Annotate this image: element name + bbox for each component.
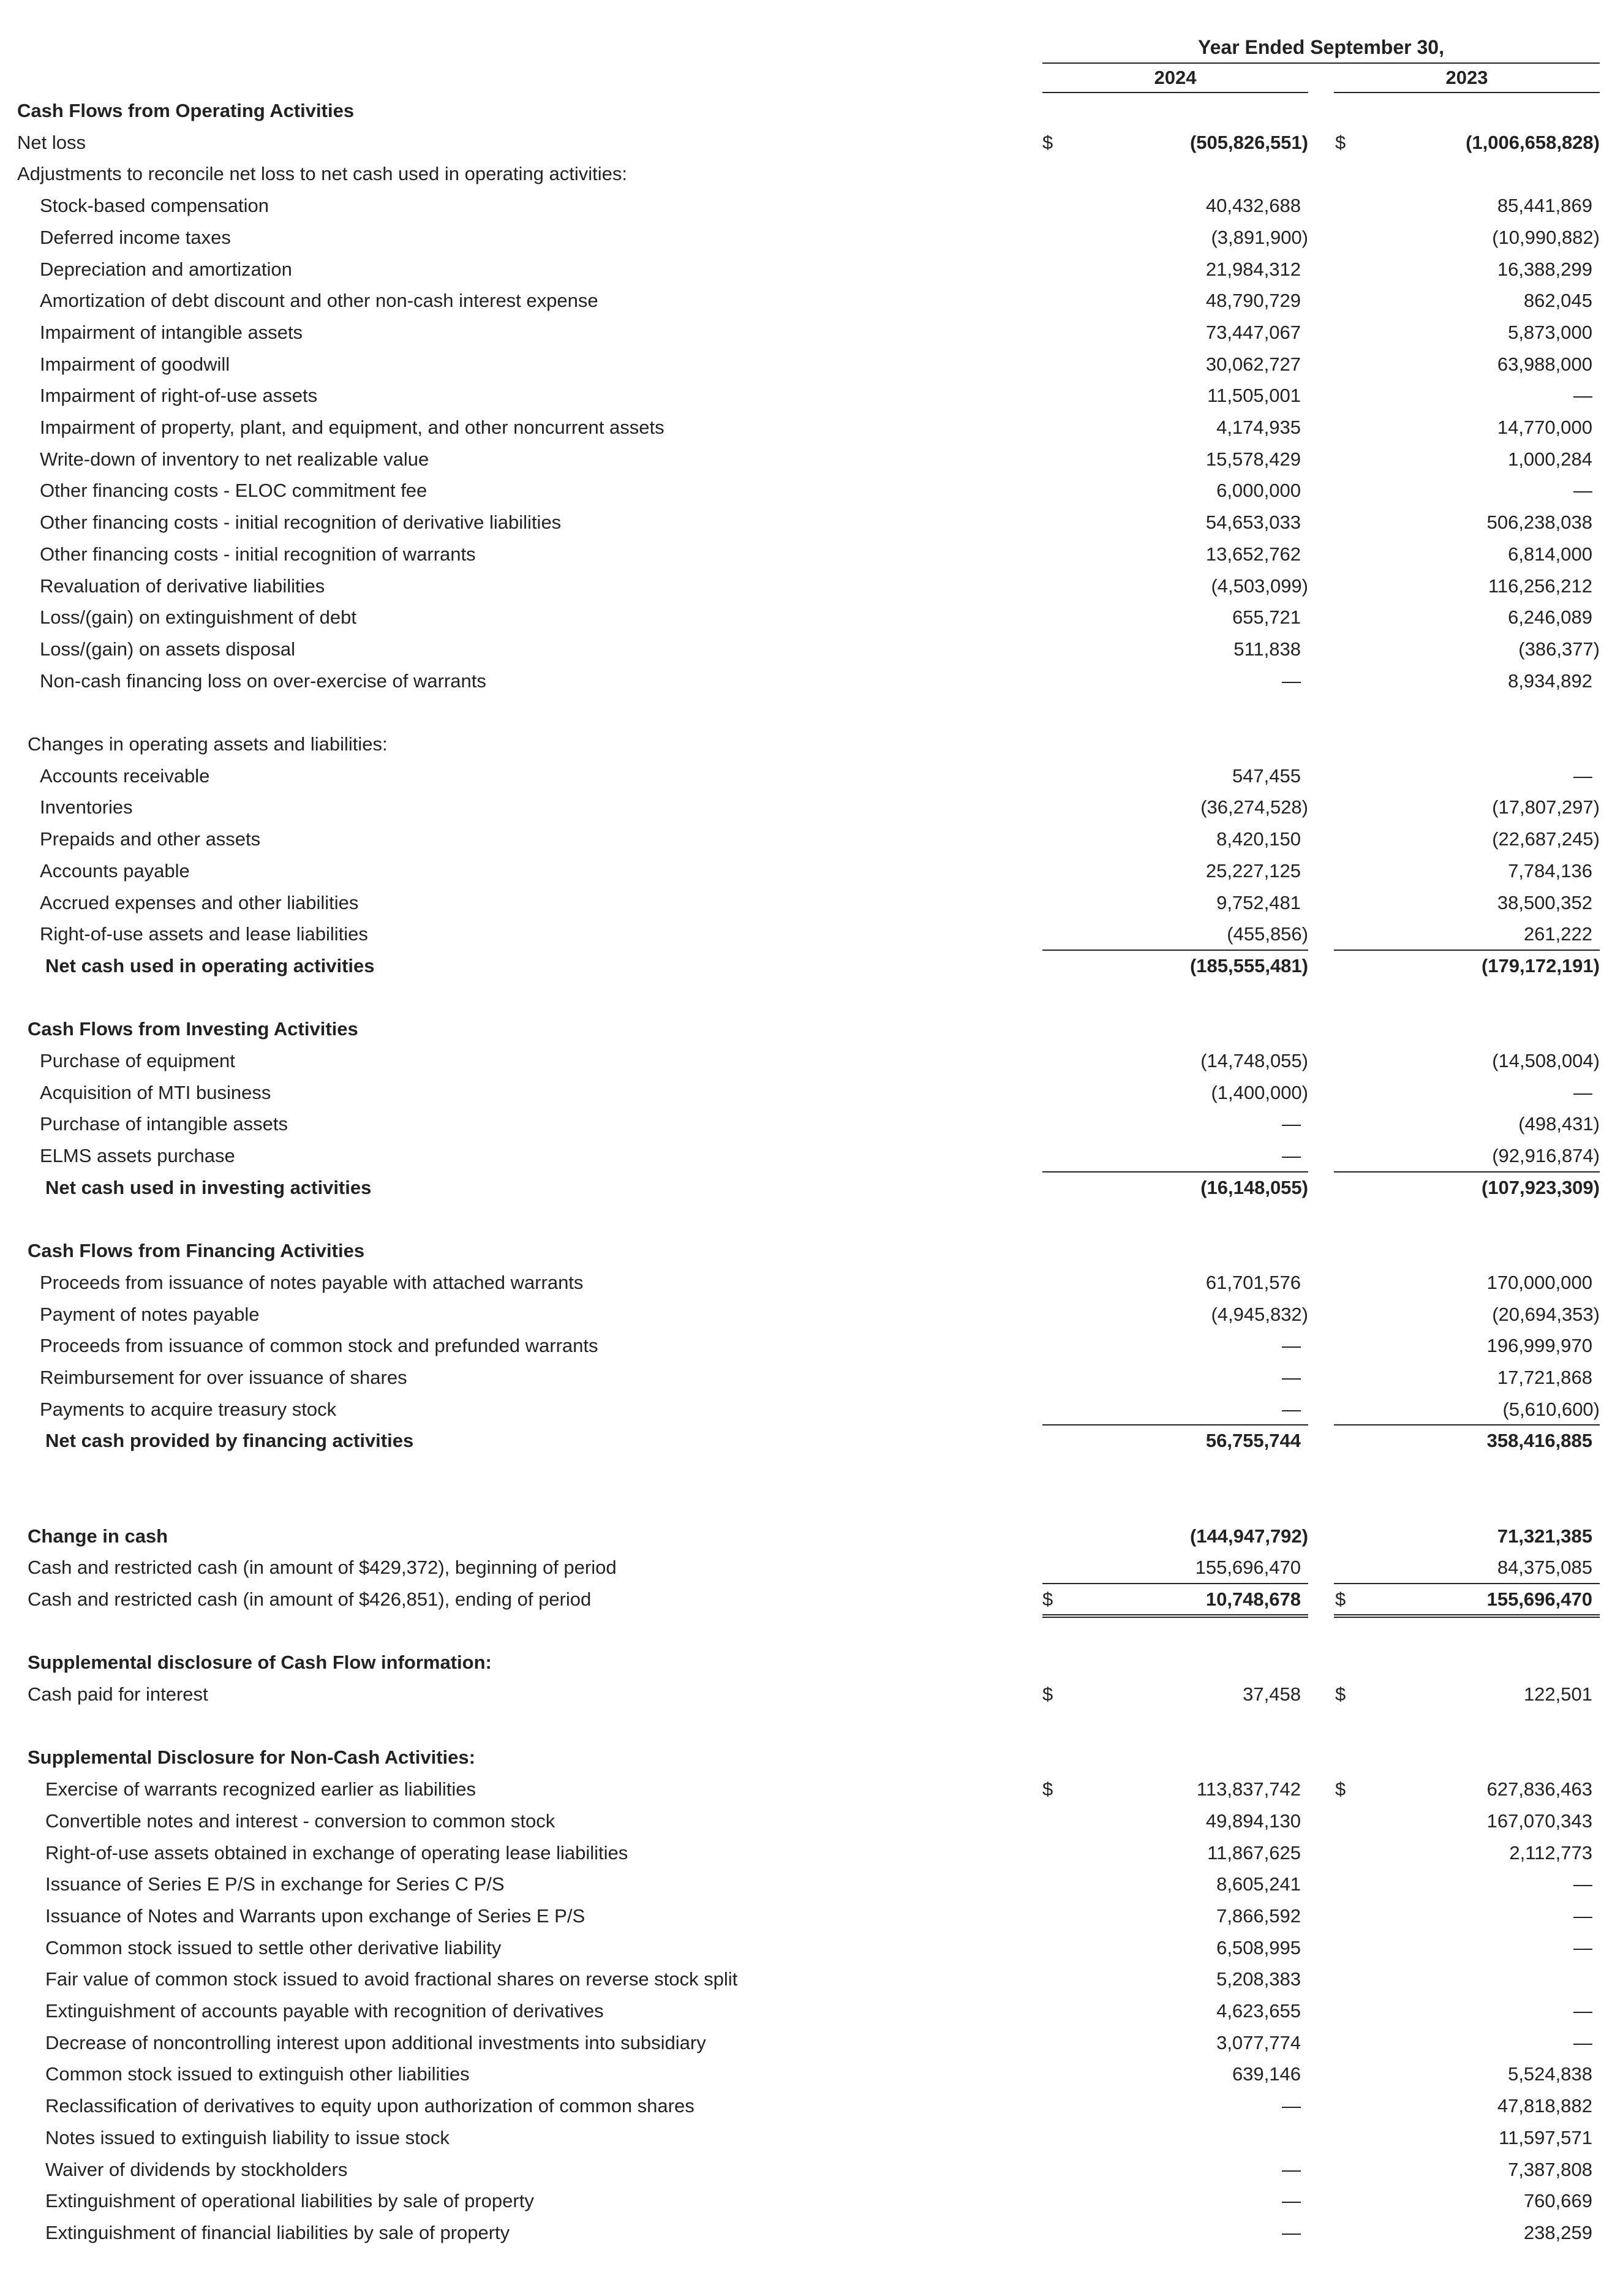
statement-row [0, 823, 1623, 855]
statement-row [0, 1963, 1623, 1995]
value-2024: 40,432,688 [1205, 195, 1301, 217]
value-2024: 511,838 [1233, 638, 1301, 660]
statement-row [0, 1647, 1623, 1679]
row-label: Issuance of Notes and Warrants upon exchange of Series E P/S [45, 1905, 586, 1927]
value-2023: 71,321,385 [1497, 1525, 1592, 1547]
statement-row [0, 2027, 1623, 2059]
value-2023: 2,112,773 [1509, 1841, 1592, 1864]
statement-row [0, 1837, 1623, 1869]
value-2024: 8,605,241 [1216, 1873, 1301, 1895]
subtotal-rule [1042, 1424, 1308, 1426]
row-label: Non-cash financing loss on over-exercise of warrants [40, 670, 486, 692]
row-label: Supplemental disclosure of Cash Flow information: [28, 1652, 492, 1674]
value-2023: 11,597,571 [1499, 2126, 1592, 2148]
statement-row [0, 1805, 1623, 1837]
row-label: Exercise of warrants recognized earlier as liabilities [45, 1778, 476, 1800]
value-2023: 5,524,838 [1508, 2063, 1592, 2085]
row-label: Cash and restricted cash (in amount of $426,851), ending of period [28, 1588, 592, 1610]
value-2024: 25,227,125 [1205, 859, 1301, 882]
statement-row [0, 190, 1623, 222]
value-2023: — [1573, 1936, 1592, 1958]
statement-row [0, 1425, 1623, 1457]
value-2023: 627,836,463 [1486, 1778, 1592, 1800]
value-2024: (36,274,528) [1200, 796, 1308, 818]
value-2024: 37,458 [1243, 1683, 1301, 1705]
value-2023: 14,770,000 [1497, 417, 1592, 438]
value-2023: — [1573, 385, 1592, 407]
value-2024: (4,503,099) [1211, 575, 1308, 597]
statement-row [0, 317, 1623, 349]
value-2023: 7,387,808 [1508, 2158, 1592, 2180]
value-2023: (92,916,874) [1492, 1145, 1600, 1167]
value-2023: (107,923,309) [1481, 1176, 1600, 1198]
row-label: Stock-based compensation [40, 195, 269, 217]
value-2023: (10,990,882) [1492, 226, 1600, 248]
value-2024: (3,891,900) [1211, 226, 1308, 248]
value-2023: — [1573, 1081, 1592, 1103]
value-2023: (20,694,353) [1492, 1303, 1600, 1325]
row-label: Decrease of noncontrolling interest upon additional investments into subsidiary [45, 2031, 706, 2053]
row-label: Impairment of intangible assets [40, 321, 303, 343]
value-2023: 5,873,000 [1508, 321, 1592, 343]
subtotal-rule [1334, 950, 1600, 951]
statement-row [0, 95, 1623, 127]
row-label: Impairment of property, plant, and equipment, and other noncurrent assets [40, 417, 665, 438]
value-2024: (505,826,551) [1189, 131, 1308, 153]
value-2023: 506,238,038 [1486, 512, 1592, 534]
statement-row [0, 2058, 1623, 2090]
row-label: Right-of-use assets obtained in exchange of operating lease liabilities [45, 1841, 628, 1864]
statement-row [0, 2122, 1623, 2154]
value-2024: (144,947,792) [1189, 1525, 1308, 1547]
header-year-ended: Year Ended September 30, [1042, 32, 1600, 64]
subtotal-rule [1334, 1171, 1600, 1173]
value-2023: (14,508,004) [1492, 1050, 1600, 1071]
row-label: Impairment of goodwill [40, 353, 230, 375]
row-label: Net cash used in investing activities [45, 1176, 372, 1198]
row-label: Common stock issued to settle other derivative liability [45, 1936, 502, 1958]
value-2023: 63,988,000 [1497, 353, 1592, 375]
value-2023: 6,246,089 [1508, 606, 1592, 629]
value-2023: (1,006,658,828) [1466, 131, 1600, 153]
value-2024: 4,174,935 [1216, 417, 1301, 438]
currency-symbol: $ [1042, 131, 1053, 153]
value-2024: 639,146 [1232, 2063, 1301, 2085]
row-label: Net loss [17, 131, 86, 153]
value-2024: 3,077,774 [1216, 2031, 1301, 2053]
value-2024: (14,748,055) [1200, 1050, 1308, 1071]
value-2023: 85,441,869 [1497, 195, 1592, 217]
row-label: Net cash provided by financing activities [45, 1430, 414, 1452]
row-label: Changes in operating assets and liabilities: [28, 733, 388, 755]
value-2023: 6,814,000 [1508, 543, 1592, 565]
value-2024: — [1282, 1113, 1301, 1135]
value-2024: — [1282, 2190, 1301, 2212]
value-2024: — [1282, 1367, 1301, 1388]
statement-row [0, 760, 1623, 792]
value-2023: (179,172,191) [1481, 954, 1600, 976]
currency-symbol: $ [1335, 1778, 1346, 1800]
statement-row [0, 1742, 1623, 1773]
row-label: Extinguishment of accounts payable with recognition of derivatives [45, 2000, 604, 2022]
value-2023: — [1573, 765, 1592, 787]
row-label: Prepaids and other assets [40, 828, 261, 850]
row-label: Accounts receivable [40, 765, 210, 787]
row-label: Right-of-use assets and lease liabilities [40, 923, 368, 945]
value-2024: (16,148,055) [1200, 1176, 1308, 1198]
row-label: Revaluation of derivative liabilities [40, 575, 325, 597]
header-col-2023: 2023 [1334, 64, 1600, 93]
row-label: Waiver of dividends by stockholders [45, 2158, 348, 2180]
row-label: Change in cash [28, 1525, 168, 1547]
value-2023: 760,669 [1523, 2190, 1592, 2212]
row-label: Cash Flows from Financing Activities [28, 1240, 365, 1262]
value-2023: 170,000,000 [1486, 1271, 1592, 1293]
currency-symbol: $ [1335, 1588, 1346, 1610]
currency-symbol: $ [1335, 131, 1346, 153]
statement-row [0, 1013, 1623, 1045]
value-2024: (4,945,832) [1211, 1303, 1308, 1325]
value-2024: 54,653,033 [1205, 512, 1301, 534]
row-label: Other financing costs - ELOC commitment fee [40, 480, 427, 502]
statement-row [0, 1679, 1623, 1710]
statement-row [0, 444, 1623, 475]
value-2023: (5,610,600) [1502, 1398, 1600, 1420]
value-2023: (22,687,245) [1492, 828, 1600, 850]
currency-symbol: $ [1042, 1778, 1053, 1800]
row-label: Supplemental Disclosure for Non-Cash Activities: [28, 1747, 475, 1769]
value-2024: 6,508,995 [1216, 1936, 1301, 1958]
currency-symbol: $ [1042, 1588, 1053, 1610]
value-2024: 4,623,655 [1216, 2000, 1301, 2022]
value-2023: 862,045 [1523, 290, 1592, 312]
statement-row [0, 2185, 1623, 2217]
statement-row [0, 2090, 1623, 2122]
value-2024: 547,455 [1232, 765, 1301, 787]
statement-row [0, 918, 1623, 950]
value-2024: 56,755,744 [1205, 1430, 1301, 1452]
statement-row [0, 1584, 1623, 1615]
value-2024: — [1282, 1398, 1301, 1420]
value-2023: 122,501 [1523, 1683, 1592, 1705]
statement-row [0, 1900, 1623, 1932]
row-label: Payments to acquire treasury stock [40, 1398, 337, 1420]
value-2024: 113,837,742 [1196, 1778, 1301, 1800]
row-label: Proceeds from issuance of notes payable with attached warrants [40, 1271, 584, 1293]
row-label: Issuance of Series E P/S in exchange for Series C P/S [45, 1873, 505, 1895]
subtotal-rule [1042, 1583, 1308, 1584]
statement-row [0, 633, 1623, 665]
value-2024: 7,866,592 [1216, 1905, 1301, 1927]
row-label: Write-down of inventory to net realizable value [40, 448, 429, 470]
value-2023: 196,999,970 [1486, 1335, 1592, 1357]
row-label: Extinguishment of operational liabilities by sale of property [45, 2190, 534, 2212]
value-2023: 155,696,470 [1486, 1588, 1592, 1610]
value-2023: 7,784,136 [1508, 859, 1592, 882]
statement-row [0, 475, 1623, 507]
value-2023: (386,377) [1518, 638, 1600, 660]
statement-row [0, 602, 1623, 633]
value-2024: — [1282, 2221, 1301, 2243]
statement-row [0, 222, 1623, 254]
value-2023: — [1573, 1873, 1592, 1895]
statement-row [0, 1995, 1623, 2027]
subtotal-rule [1042, 950, 1308, 951]
row-label: Impairment of right-of-use assets [40, 385, 318, 407]
value-2023: 261,222 [1523, 923, 1592, 945]
row-label: Extinguishment of financial liabilities by sale of property [45, 2221, 510, 2243]
currency-symbol: $ [1335, 1683, 1346, 1705]
row-label: Cash Flows from Operating Activities [17, 100, 355, 121]
value-2024: — [1282, 670, 1301, 692]
value-2024: 6,000,000 [1216, 480, 1301, 502]
value-2023: 1,000,284 [1508, 448, 1592, 470]
value-2024: — [1282, 2095, 1301, 2117]
value-2024: (1,400,000) [1211, 1081, 1308, 1103]
value-2023: 167,070,343 [1486, 1810, 1592, 1832]
row-label: Depreciation and amortization [40, 258, 292, 280]
value-2023: 238,259 [1523, 2221, 1592, 2243]
row-label: Purchase of equipment [40, 1050, 235, 1071]
statement-row [0, 1045, 1623, 1077]
statement-row [0, 1362, 1623, 1394]
statement-row [0, 158, 1623, 190]
statement-row [0, 855, 1623, 887]
statement-row [0, 950, 1623, 982]
value-2023: — [1573, 1905, 1592, 1927]
statement-row [0, 1077, 1623, 1109]
row-label: Other financing costs - initial recognition of derivative liabilities [40, 512, 562, 534]
value-2023: — [1573, 2000, 1592, 2022]
row-label: Payment of notes payable [40, 1303, 260, 1325]
value-2023: 8,934,892 [1508, 670, 1592, 692]
row-label: Proceeds from issuance of common stock and prefunded warrants [40, 1335, 598, 1357]
value-2023: 358,416,885 [1486, 1430, 1592, 1452]
row-label: Reclassification of derivatives to equity upon authorization of common shares [45, 2095, 695, 2117]
value-2024: 9,752,481 [1216, 891, 1301, 913]
statement-row [0, 1235, 1623, 1267]
statement-row [0, 570, 1623, 602]
value-2023: 16,388,299 [1497, 258, 1592, 280]
value-2024: 13,652,762 [1205, 543, 1301, 565]
statement-row [0, 507, 1623, 538]
row-label: Inventories [40, 796, 133, 818]
row-label: Amortization of debt discount and other non-cash interest expense [40, 290, 598, 312]
value-2023: (17,807,297) [1492, 796, 1600, 818]
row-label: Notes issued to extinguish liability to issue stock [45, 2126, 450, 2148]
statement-row [0, 1868, 1623, 1900]
row-label: Other financing costs - initial recognition of warrants [40, 543, 476, 565]
value-2024: 10,748,678 [1205, 1588, 1301, 1610]
statement-row [0, 2217, 1623, 2249]
subtotal-rule [1334, 1583, 1600, 1584]
value-2024: 21,984,312 [1205, 258, 1301, 280]
value-2023: 47,818,882 [1497, 2095, 1592, 2117]
row-label: Cash Flows from Investing Activities [28, 1018, 358, 1040]
value-2024: 49,894,130 [1205, 1810, 1301, 1832]
value-2024: 655,721 [1232, 606, 1301, 629]
row-label: Loss/(gain) on extinguishment of debt [40, 606, 356, 629]
statement-row [0, 380, 1623, 412]
subtotal-rule [1334, 1424, 1600, 1426]
statement-row [0, 1299, 1623, 1331]
row-label: Cash paid for interest [28, 1683, 208, 1705]
statement-row [0, 1773, 1623, 1805]
value-2024: 15,578,429 [1205, 448, 1301, 470]
statement-row [0, 1267, 1623, 1299]
value-2024: 61,701,576 [1205, 1271, 1301, 1293]
row-label: Accrued expenses and other liabilities [40, 891, 359, 913]
statement-row [0, 127, 1623, 159]
row-label: Convertible notes and interest - conversion to common stock [45, 1810, 555, 1832]
value-2024: 8,420,150 [1216, 828, 1301, 850]
statement-row [0, 1520, 1623, 1552]
value-2024: (455,856) [1227, 923, 1308, 945]
value-2024: (185,555,481) [1189, 954, 1308, 976]
statement-row [0, 538, 1623, 570]
value-2024: — [1282, 2158, 1301, 2180]
row-label: ELMS assets purchase [40, 1145, 235, 1167]
statement-row [0, 1108, 1623, 1140]
statement-row [0, 791, 1623, 823]
total-double-rule [1042, 1614, 1308, 1618]
row-label: Acquisition of MTI business [40, 1081, 271, 1103]
statement-row [0, 665, 1623, 697]
value-2023: 84,375,085 [1497, 1557, 1592, 1579]
statement-row [0, 1172, 1623, 1204]
value-2023: 17,721,868 [1497, 1367, 1592, 1388]
statement-row [0, 1140, 1623, 1172]
statement-row [0, 1330, 1623, 1362]
statement-row [0, 349, 1623, 380]
value-2024: — [1282, 1335, 1301, 1357]
value-2024: 73,447,067 [1205, 321, 1301, 343]
value-2023: — [1573, 480, 1592, 502]
statement-row [0, 285, 1623, 317]
row-label: Loss/(gain) on assets disposal [40, 638, 296, 660]
value-2024: 11,867,625 [1207, 1841, 1301, 1864]
row-label: Deferred income taxes [40, 226, 231, 248]
value-2024: 11,505,001 [1207, 385, 1301, 407]
value-2024: 30,062,727 [1205, 353, 1301, 375]
statement-row [0, 728, 1623, 760]
row-label: Accounts payable [40, 859, 190, 882]
value-2024: 48,790,729 [1205, 290, 1301, 312]
row-label: Adjustments to reconcile net loss to net cash used in operating activities: [17, 163, 627, 185]
statement-row [0, 254, 1623, 285]
subtotal-rule [1042, 1171, 1308, 1173]
row-label: Common stock issued to extinguish other liabilities [45, 2063, 470, 2085]
currency-symbol: $ [1042, 1683, 1053, 1705]
value-2024: 155,696,470 [1195, 1557, 1301, 1579]
value-2023: (498,431) [1518, 1113, 1600, 1135]
row-label: Reimbursement for over issuance of shares [40, 1367, 407, 1388]
statement-row [0, 1394, 1623, 1426]
statement-row [0, 1552, 1623, 1584]
statement-row [0, 1932, 1623, 1964]
value-2024: 5,208,383 [1216, 1968, 1301, 1990]
value-2023: — [1573, 2031, 1592, 2053]
value-2023: 116,256,212 [1488, 575, 1592, 597]
row-label: Purchase of intangible assets [40, 1113, 288, 1135]
value-2024: — [1282, 1145, 1301, 1167]
statement-row [0, 887, 1623, 919]
total-double-rule [1334, 1614, 1600, 1618]
statement-row [0, 2154, 1623, 2186]
statement-row [0, 412, 1623, 444]
row-label: Fair value of common stock issued to avoid fractional shares on reverse stock split [45, 1968, 738, 1990]
header-col-2024: 2024 [1042, 64, 1308, 93]
row-label: Cash and restricted cash (in amount of $429,372), beginning of period [28, 1557, 617, 1579]
value-2023: 38,500,352 [1497, 891, 1592, 913]
row-label: Net cash used in operating activities [45, 954, 375, 976]
